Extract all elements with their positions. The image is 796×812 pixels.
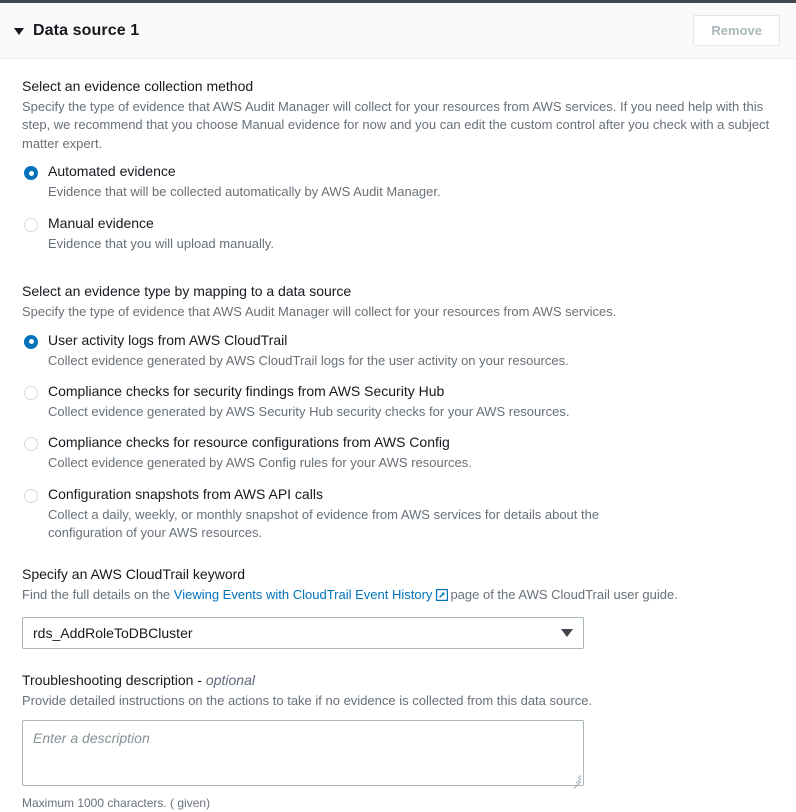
radio-text-wrap <box>48 434 780 472</box>
panel-body <box>0 59 796 812</box>
collection-method-section <box>22 77 780 253</box>
evidence-type-radio-group <box>22 332 780 543</box>
collection-method-description: Specify the type of evidence that AWS Audit Manager will collect for your resources from AWS services. If you need help with this step, we recommend that you choose Manual evidence for now and you can edit the custom control after you check with a subject matter expert. <box>22 98 770 151</box>
section-spacer <box>22 649 780 671</box>
section-spacer <box>22 543 780 565</box>
radio-indicator[interactable] <box>24 386 38 400</box>
radio-label: Manual evidence <box>48 214 154 231</box>
cloudtrail-event-history-link[interactable]: Viewing Events with CloudTrail Event History <box>173 586 433 602</box>
radio-manual-evidence[interactable] <box>22 215 780 253</box>
radio-indicator[interactable] <box>24 489 38 503</box>
panel-expand-toggle[interactable] <box>14 22 139 40</box>
chevron-down-icon <box>561 629 573 637</box>
cloudtrail-keyword-select-wrap <box>22 617 584 649</box>
select-selected-value: rds_AddRoleToDBCluster <box>33 625 193 642</box>
radio-label: Compliance checks for resource configurations from AWS Config <box>48 434 450 451</box>
radio-cloudtrail-logs[interactable] <box>22 332 780 370</box>
resize-handle[interactable] <box>570 772 581 783</box>
troubleshooting-label-text: Troubleshooting description - <box>22 672 206 689</box>
radio-text-wrap <box>48 215 780 253</box>
radio-description: Collect evidence generated by AWS Config rules for your AWS resources. <box>48 455 472 471</box>
radio-text-wrap <box>48 486 780 543</box>
radio-description: Collect evidence generated by AWS Security Hub security checks for your AWS resources. <box>48 403 570 419</box>
caret-down-icon <box>14 28 24 35</box>
radio-indicator[interactable] <box>24 437 38 451</box>
radio-automated-evidence[interactable] <box>22 163 780 201</box>
radio-description: Collect evidence generated by AWS CloudTrail logs for the user activity on your resources. <box>48 352 569 368</box>
radio-text-wrap <box>48 163 780 201</box>
textarea-placeholder: Enter a description <box>33 730 150 747</box>
keyword-desc-prefix: Find the full details on the <box>22 586 174 602</box>
radio-label: Automated evidence <box>48 163 176 180</box>
external-link-icon[interactable] <box>436 588 448 606</box>
keyword-description <box>22 586 780 606</box>
page-title: Data source 1 <box>33 21 140 39</box>
optional-tag: optional <box>205 672 255 689</box>
radio-label: Configuration snapshots from AWS API calls <box>48 485 323 502</box>
panel-header <box>0 3 796 59</box>
keyword-label: Specify an AWS CloudTrail keyword <box>22 565 246 582</box>
cloudtrail-keyword-select[interactable] <box>22 617 584 649</box>
radio-description: Evidence that you will upload manually. <box>48 235 274 251</box>
remove-button[interactable]: Remove <box>693 15 780 47</box>
radio-description: Collect a daily, weekly, or monthly snapshot of evidence from AWS services for details about the configuration of your AWS resources. <box>48 506 600 541</box>
evidence-type-label: Select an evidence type by mapping to a data source <box>22 283 352 300</box>
troubleshooting-section <box>22 671 780 812</box>
radio-text-wrap <box>48 332 780 370</box>
radio-label: Compliance checks for security findings from AWS Security Hub <box>48 382 445 399</box>
evidence-type-section <box>22 282 780 543</box>
radio-description: Evidence that will be collected automatically by AWS Audit Manager. <box>48 184 441 200</box>
radio-text-wrap <box>48 383 780 421</box>
radio-api-calls[interactable] <box>22 486 780 543</box>
radio-indicator-selected[interactable] <box>24 166 38 180</box>
evidence-type-description: Specify the type of evidence that AWS Audit Manager will collect for your resources from AWS services. <box>22 304 617 320</box>
cloudtrail-keyword-section <box>22 565 780 649</box>
radio-label: User activity logs from AWS CloudTrail <box>48 331 288 348</box>
troubleshooting-description: Provide detailed instructions on the actions to take if no evidence is collected from this data source. <box>22 693 593 708</box>
troubleshooting-description-input[interactable] <box>22 720 584 786</box>
radio-security-hub[interactable] <box>22 383 780 421</box>
collection-method-radio-group <box>22 163 780 253</box>
section-spacer <box>22 253 780 282</box>
keyword-desc-suffix: page of the AWS CloudTrail user guide. <box>450 586 678 602</box>
troubleshooting-label <box>22 671 780 690</box>
collection-method-label: Select an evidence collection method <box>22 78 254 94</box>
radio-aws-config[interactable] <box>22 434 780 472</box>
character-limit-hint: Maximum 1000 characters. ( given) <box>22 796 211 811</box>
radio-indicator[interactable] <box>24 218 38 232</box>
radio-indicator-selected[interactable] <box>24 335 38 349</box>
